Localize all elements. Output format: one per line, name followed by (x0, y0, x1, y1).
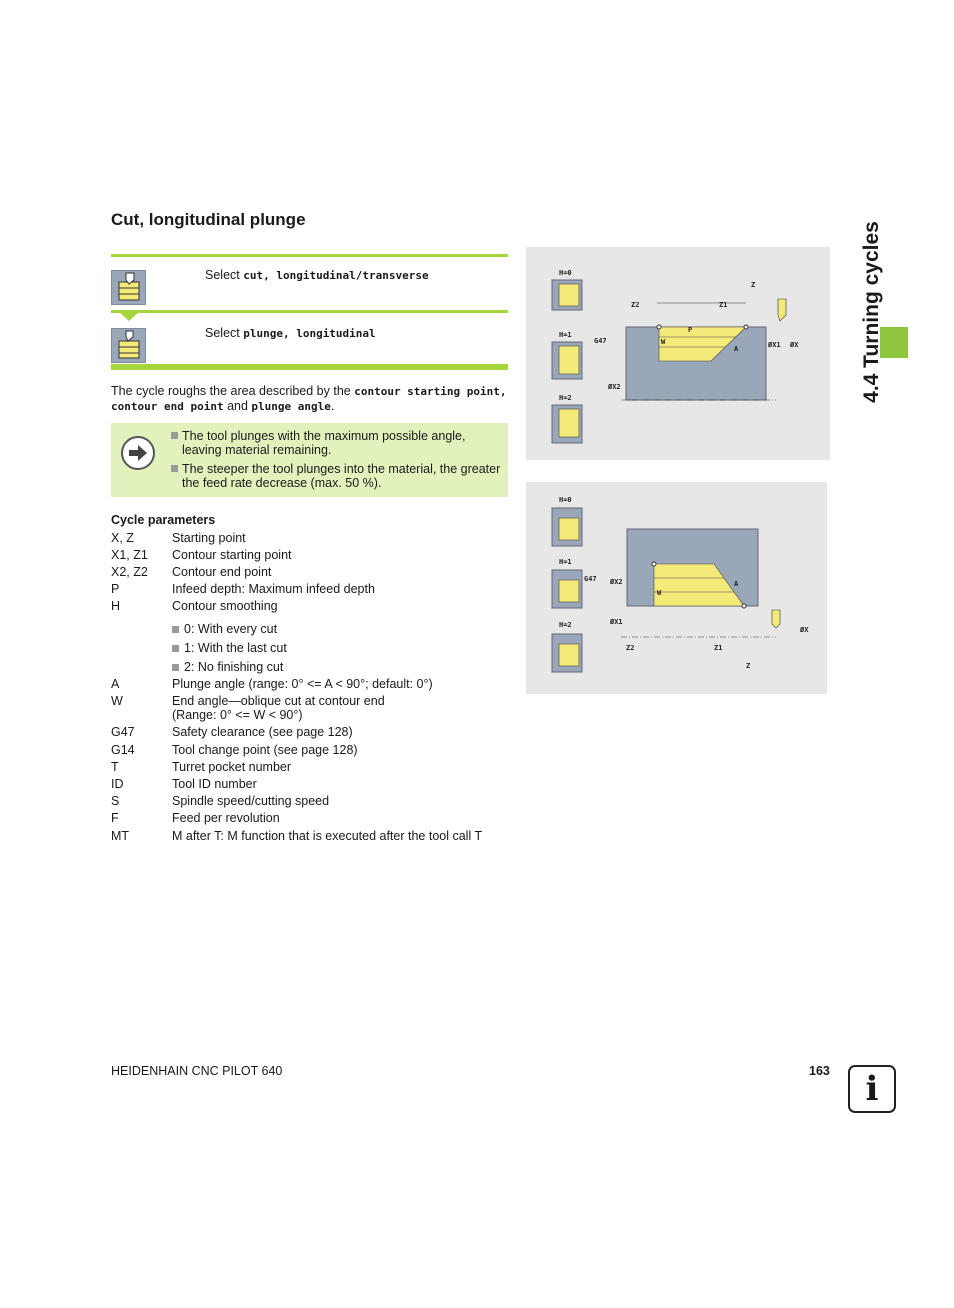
label-x2: ØX2 (610, 578, 623, 586)
label-z: Z (751, 281, 756, 289)
label-x1: ØX1 (768, 341, 781, 349)
plunge-cycle-softkey-icon (111, 328, 146, 363)
label-x: ØX (790, 341, 799, 349)
label-a: A (734, 580, 739, 588)
page-number: 163 (809, 1064, 830, 1078)
step-2-text: Select plunge, longitudinal (205, 326, 376, 340)
label-x: ØX (800, 626, 809, 634)
intro-paragraph: The cycle roughs the area described by the contour starting point, contour end point and plunge angle. (111, 384, 507, 413)
label-p: P (688, 326, 693, 334)
label-x1: ØX1 (610, 618, 623, 626)
params-heading: Cycle parameters (111, 513, 216, 527)
label-z1: Z1 (719, 301, 728, 309)
figure-bottom (526, 482, 827, 694)
step-divider-top (111, 254, 508, 257)
label-h2: H=2 (559, 621, 572, 629)
label-z1: Z1 (714, 644, 723, 652)
label-z: Z (746, 662, 751, 670)
side-tab-title: 4.4 Turning cycles (860, 221, 883, 403)
label-w: W (657, 589, 662, 597)
step-1-text: Select cut, longitudinal/transverse (205, 268, 429, 282)
note-list (171, 429, 501, 495)
h-option: 2: No finishing cut (172, 660, 283, 674)
arrow-right-icon (121, 436, 155, 470)
label-h1: H=1 (559, 331, 572, 339)
figure-top (526, 247, 830, 460)
label-z2: Z2 (631, 301, 640, 309)
footer-title: HEIDENHAIN CNC PILOT 640 (111, 1064, 283, 1078)
info-icon: i (848, 1065, 896, 1113)
step-divider-bottom (111, 364, 508, 370)
note-item: The steeper the tool plunges into the material, the greater the feed rate decrease (max. 50 %). (171, 462, 501, 490)
label-h1: H=1 (559, 558, 572, 566)
note-item: The tool plunges with the maximum possible angle, leaving material remaining. (171, 429, 501, 457)
label-h0: H=0 (559, 269, 572, 277)
label-h2: H=2 (559, 394, 572, 402)
step-divider-mid (111, 310, 508, 313)
cut-cycle-softkey-icon (111, 270, 146, 305)
label-w: W (661, 338, 666, 346)
step-arrow-icon (119, 312, 139, 322)
label-z2: Z2 (626, 644, 635, 652)
label-x2: ØX2 (608, 383, 621, 391)
section-title: Cut, longitudinal plunge (111, 210, 306, 229)
note-box (111, 423, 508, 497)
label-h0: H=0 (559, 496, 572, 504)
h-option: 0: With every cut (172, 622, 277, 636)
label-g47: G47 (594, 337, 607, 345)
label-g47: G47 (584, 575, 597, 583)
h-option: 1: With the last cut (172, 641, 287, 655)
label-a: A (734, 345, 739, 353)
